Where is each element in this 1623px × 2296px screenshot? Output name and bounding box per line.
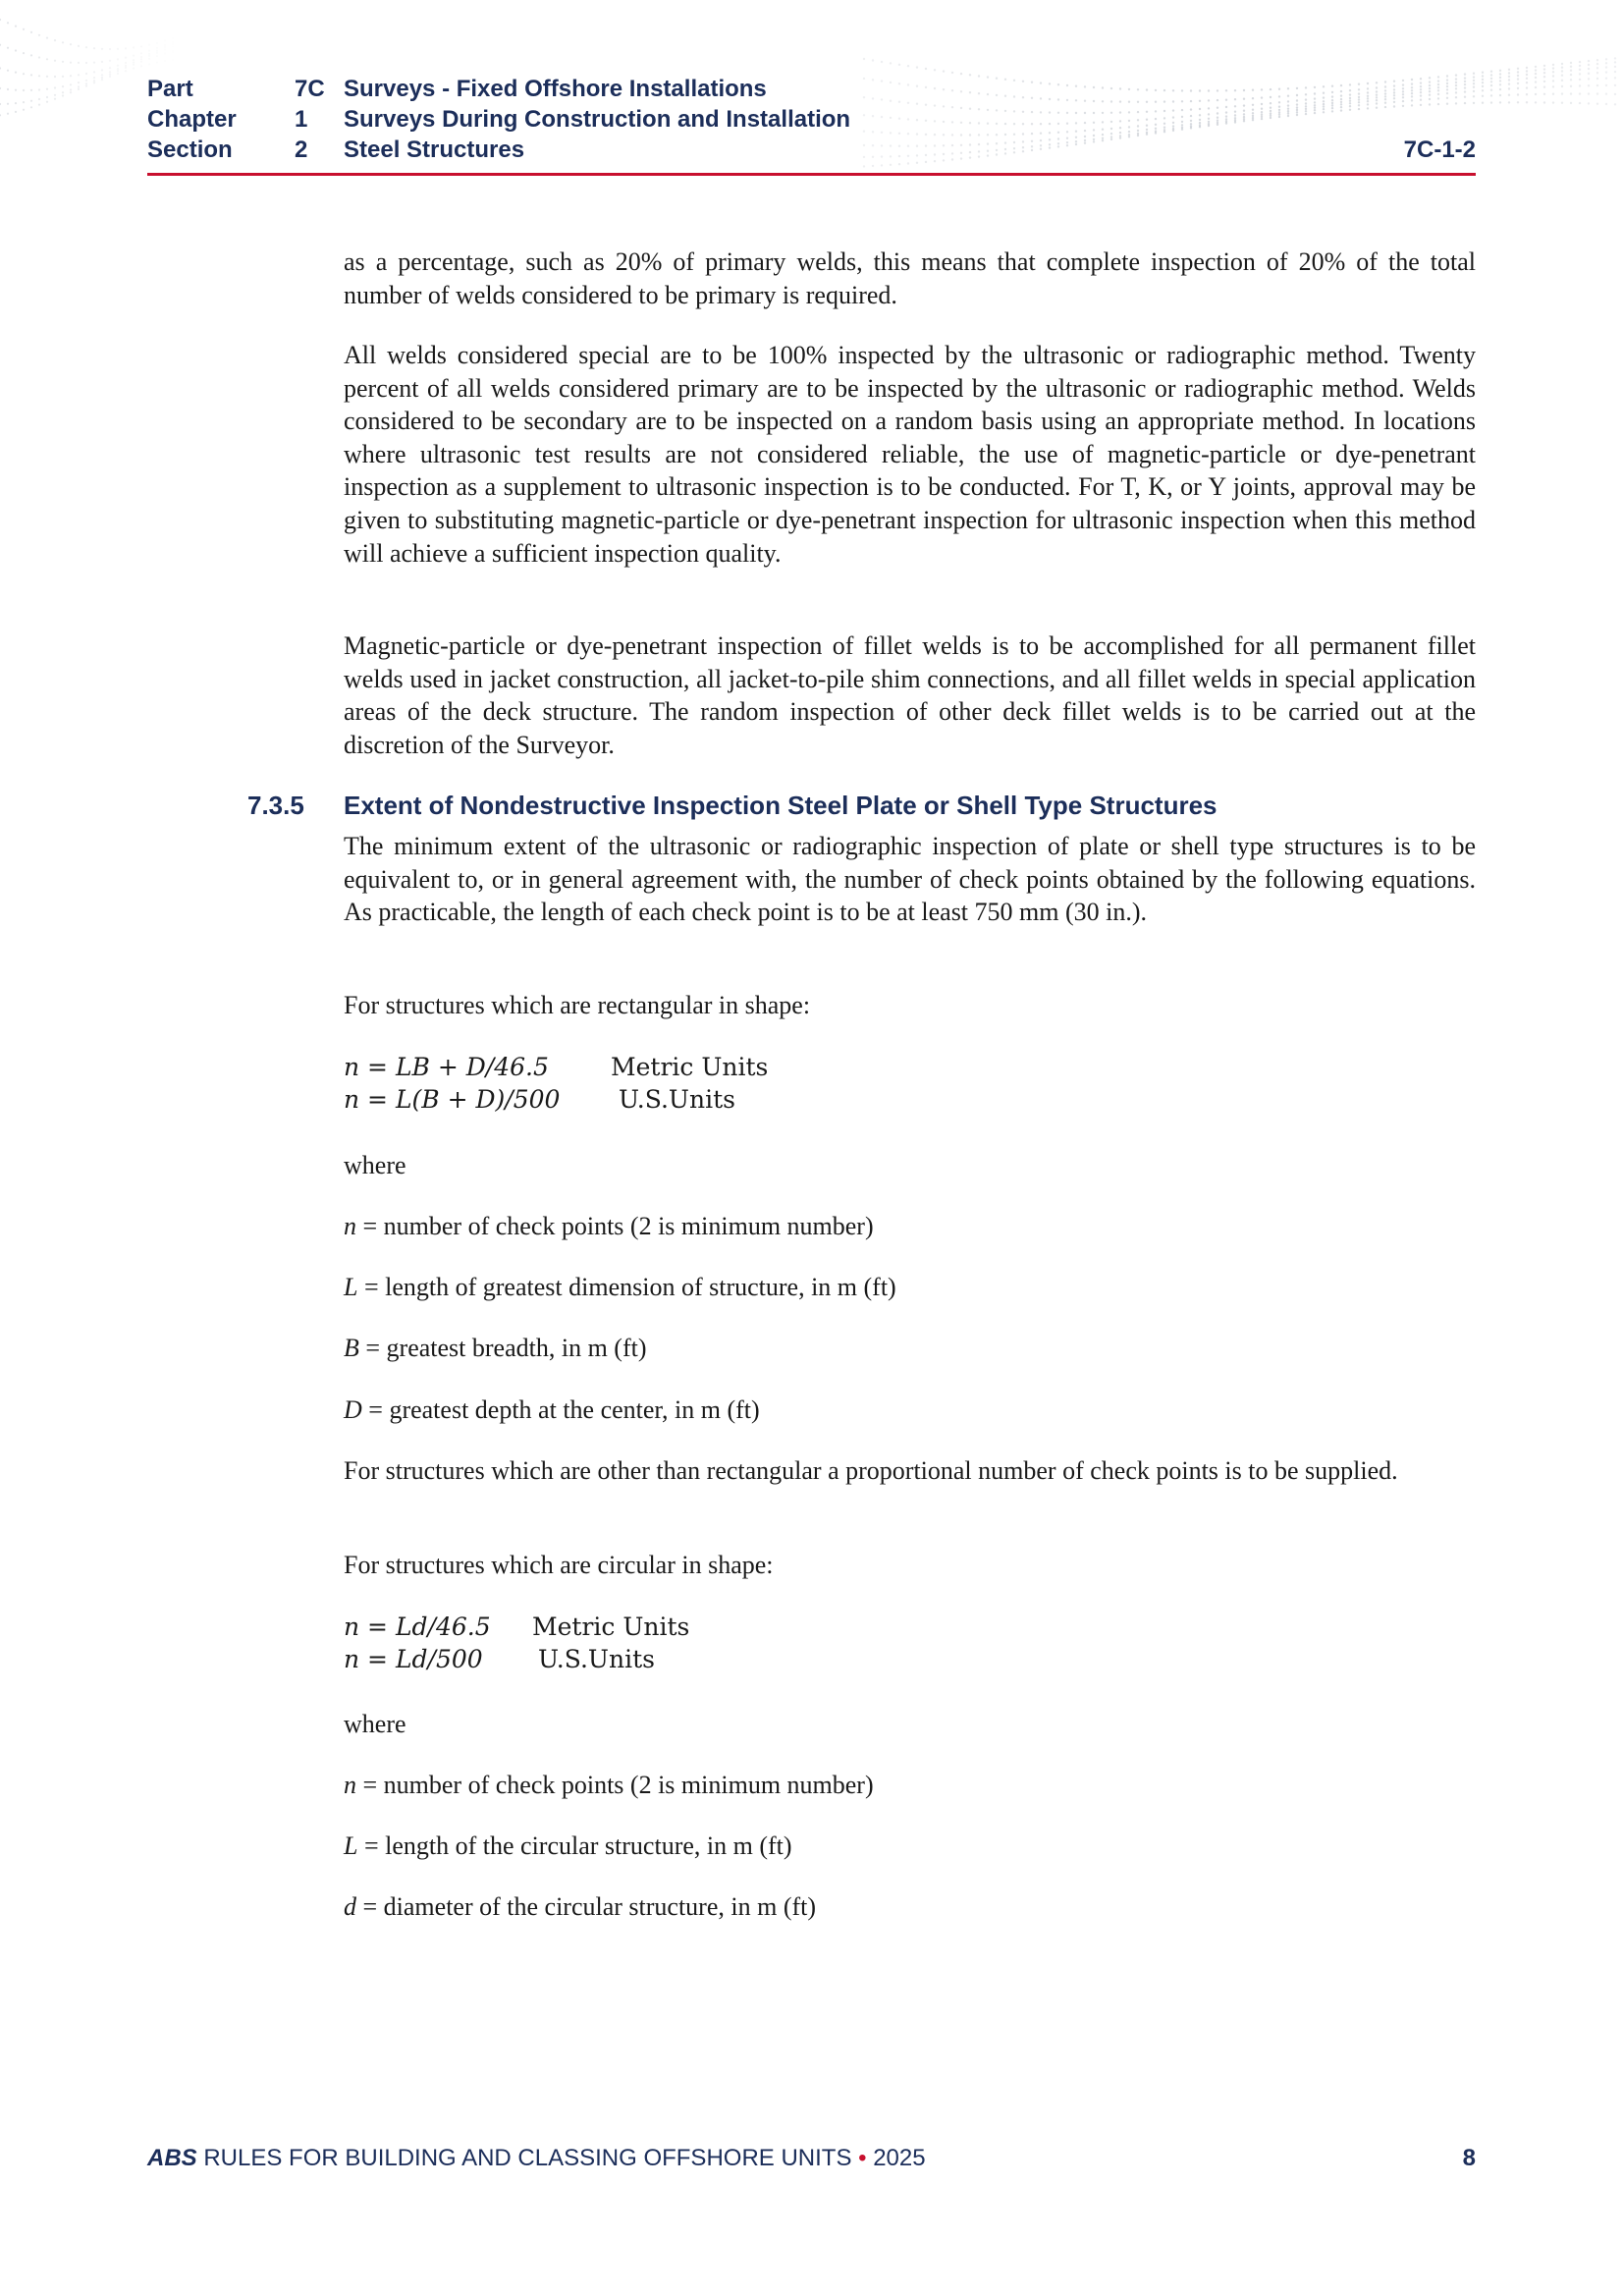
equation-circ-us [344,1643,655,1676]
paragraph-percentage: as a percentage, such as 20% of primary welds, this means that complete inspection of 20% of the total number of welds considered to be primary is required. [344,247,1476,309]
definition-n-circular [344,1769,874,1802]
section-number: 7.3.5 [247,791,304,820]
header-title-chapter: Surveys During Construction and Installation [344,106,851,133]
definition-n [344,1210,874,1243]
header-row-section [147,136,1476,165]
definition-d-circular [344,1890,816,1924]
header-row-part [147,75,1476,104]
definition-text: = greatest depth at the center, in m (ft) [361,1395,760,1424]
header-number-section: 2 [295,137,308,163]
equation-formula: n = LB + D/46.5 [344,1053,549,1081]
definition-text: = diameter of the circular structure, in m (ft) [356,1892,817,1921]
header-label-part: Part [147,76,193,102]
equation-formula: n = Ld/500 [344,1645,483,1673]
paragraph-extent: The minimum extent of the ultrasonic or radiographic inspection of plate or shell type structures is to be equivalent to, or in general agreement with, the number of check points obtained by the following equations. As practicable, the length of each check point is to be at least 750 mm (30 in.). [344,832,1476,927]
footer-year: 2025 [873,2145,926,2171]
definition-var: d [344,1892,356,1921]
paragraph-fillet-welds: Magnetic-particle or dye-penetrant inspection of fillet welds is to be accomplished for all permanent fillet welds used in jacket construction, all jacket-to-pile shim connections, and all fillet welds in special application areas of the deck structure. The random inspection of other deck fillet welds is to be carried out at the discretion of the Surveyor. [344,631,1476,759]
definition-var: n [344,1212,356,1240]
header-rule [147,173,1476,176]
header-title-section: Steel Structures [344,137,525,163]
definition-text: = length of greatest dimension of structure, in m (ft) [357,1273,896,1301]
abs-logo-text: ABS [147,2145,197,2171]
definition-var: n [344,1771,356,1799]
equation-units: U.S.Units [619,1085,735,1114]
equation-rect-metric [344,1051,769,1084]
footer-publication [147,2143,926,2174]
equation-units: Metric Units [611,1053,769,1081]
definition-L-circular [344,1830,792,1863]
paragraph-weld-inspection: All welds considered special are to be 100% inspected by the ultrasonic or radiographic method. Twenty percent of all welds considered primary are to be inspected by the ultrasonic or radiographic method. Welds considered to be secondary are to be inspected on a random basis using an appropriate method. In locations where ultrasonic test results are not considered reliable, the use of magnetic-particle or dye-penetrant inspection as a supplement to ultrasonic inspection is to be conducted. For T, K, or Y joints, approval may be given to substituting magnetic-particle or dye-penetrant inspection for ultrasonic inspection when this method will achieve a sufficient inspection quality. [344,341,1476,568]
header-label-chapter: Chapter [147,106,237,133]
equation-circ-metric [344,1611,690,1644]
definition-D [344,1394,760,1427]
equation-formula: n = L(B + D)/500 [344,1085,561,1114]
definition-B [344,1332,647,1365]
header-page-ref: 7C-1-2 [1403,137,1476,163]
circular-intro: For structures which are circular in shape: [344,1551,774,1579]
footer-title: RULES FOR BUILDING AND CLASSING OFFSHORE UNITS [203,2145,852,2171]
definition-text: = greatest breadth, in m (ft) [358,1334,647,1362]
header-row-chapter [147,105,1476,135]
footer-separator: • [858,2145,867,2171]
definition-var: B [344,1334,359,1362]
paragraph-other-shape: For structures which are other than rectangular a proportional number of check points is to be supplied. [344,1456,1398,1485]
definition-text: = number of check points (2 is minimum number) [356,1212,874,1240]
definition-var: L [344,1831,358,1860]
section-title: Extent of Nondestructive Inspection Steel Plate or Shell Type Structures [344,791,1217,820]
equation-rect-us [344,1083,735,1117]
footer-page-number: 8 [1462,2145,1476,2171]
definition-text: = number of check points (2 is minimum number) [356,1771,874,1799]
header-number-part: 7C [295,76,325,102]
definition-text: = length of the circular structure, in m (ft) [357,1831,792,1860]
equation-units: Metric Units [532,1613,690,1641]
definition-L [344,1271,896,1304]
header-title-part: Surveys - Fixed Offshore Installations [344,76,767,102]
header-label-section: Section [147,137,233,163]
rectangular-intro: For structures which are rectangular in shape: [344,991,811,1019]
equation-units: U.S.Units [538,1645,655,1673]
definition-var: L [344,1273,358,1301]
header-number-chapter: 1 [295,106,308,133]
where-label: where [344,1710,406,1738]
definition-var: D [344,1395,362,1424]
where-label: where [344,1151,406,1179]
equation-formula: n = Ld/46.5 [344,1613,491,1641]
